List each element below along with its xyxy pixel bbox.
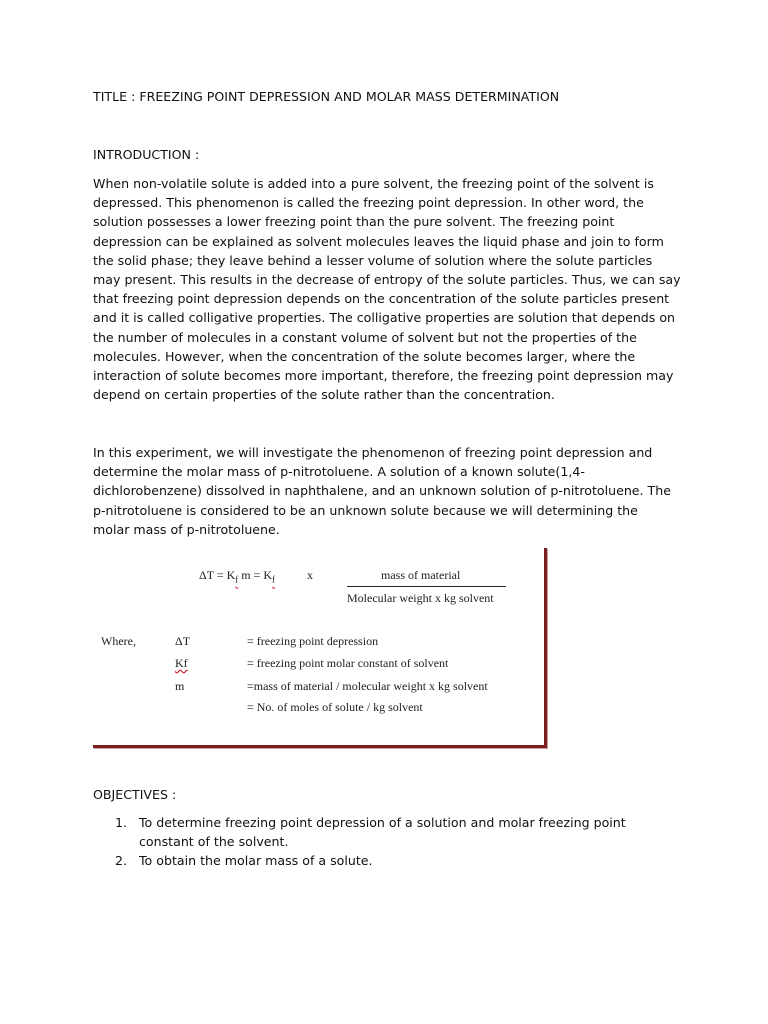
list-number: 1. (115, 815, 128, 830)
paragraph-line: molecules. However, when the concentration of the solute becomes larger, where the (93, 348, 636, 364)
paragraph-line: In this experiment, we will investigate the phenomenon of freezing point depression and (93, 445, 653, 460)
paragraph-line: depressed. This phenomenon is called the freezing point depression. In other word, the (93, 195, 644, 211)
where-label: Where, (101, 634, 136, 648)
fraction-denominator: Molecular weight x kg solvent (347, 591, 494, 605)
introduction-heading: INTRODUCTION : (93, 147, 200, 162)
definition-meaning: = freezing point molar constant of solvent (247, 656, 449, 670)
paragraph-line: depression can be explained as solvent molecules leaves the liquid phase and join to form (93, 233, 664, 249)
equation (199, 568, 275, 584)
paragraph-line: solution possesses a lower freezing point than the pure solvent. The freezing point (93, 214, 615, 230)
list-item-line: To obtain the molar mass of a solute. (139, 853, 373, 869)
list-item-line: constant of the solvent. (139, 834, 289, 850)
paragraph-line: p-nitrotoluene is considered to be an unknown solute because we will determining the (93, 502, 638, 518)
list-item (93, 851, 626, 870)
times-sign: x (307, 568, 313, 582)
formula-figure (93, 548, 547, 748)
fraction-numerator: mass of material (381, 568, 461, 582)
definition-meaning: = No. of moles of solute / kg solvent (247, 700, 423, 714)
paragraph-line: that freezing point depression depends on the concentration of the solute particles present (93, 291, 670, 307)
paragraph-line: molar mass of p-nitrotoluene. (93, 521, 280, 537)
objectives-heading: OBJECTIVES : (93, 787, 177, 802)
paragraph-line: may present. This results in the decrease of entropy of the solute particles. Thus, we can say (93, 271, 681, 287)
introduction-paragraph-2 (93, 443, 671, 539)
introduction-paragraph-1 (93, 174, 681, 404)
fraction-bar (347, 586, 506, 587)
paragraph-line: determine the molar mass of p-nitrotoluene. A solution of a known solute(1,4- (93, 464, 585, 480)
definition-symbol: m (175, 679, 185, 693)
equation-mid: m = K (238, 568, 273, 582)
objectives-list (93, 813, 626, 871)
paragraph-line: When non-volatile solute is added into a pure solvent, the freezing point of the solvent is (93, 176, 654, 191)
paragraph-line: the solid phase; they leave behind a lesser volume of solution where the solute particles (93, 252, 653, 268)
paragraph-line: dichlorobenzene) dissolved in naphthalene, and an unknown solution of p-nitrotoluene. The (93, 483, 671, 499)
kf-subscript: f (272, 574, 276, 585)
paragraph-line: depend on certain properties of the solute rather than the concentration. (93, 387, 555, 403)
paragraph-line: the number of molecules in a constant volume of solvent but not the properties of the (93, 329, 637, 345)
definition-meaning: = freezing point depression (247, 634, 379, 648)
document-title: TITLE : FREEZING POINT DEPRESSION AND MOLAR MASS DETERMINATION (93, 89, 560, 104)
list-number: 2. (115, 853, 128, 869)
definition-meaning: =mass of material / molecular weight x kg solvent (247, 679, 488, 693)
definition-symbol: Kf (175, 656, 188, 670)
list-item (93, 813, 626, 851)
kf-subscript: f (235, 574, 239, 585)
definition-symbol: ΔT (175, 634, 191, 648)
list-item-line: To determine freezing point depression of a solution and molar freezing point (139, 815, 626, 830)
paragraph-line: interaction of solute becomes more important, therefore, the freezing point depression may (93, 367, 674, 383)
paragraph-line: and it is called colligative properties. The colligative properties are solution that depends on (93, 310, 676, 326)
equation-left: ΔT = K (199, 568, 236, 582)
